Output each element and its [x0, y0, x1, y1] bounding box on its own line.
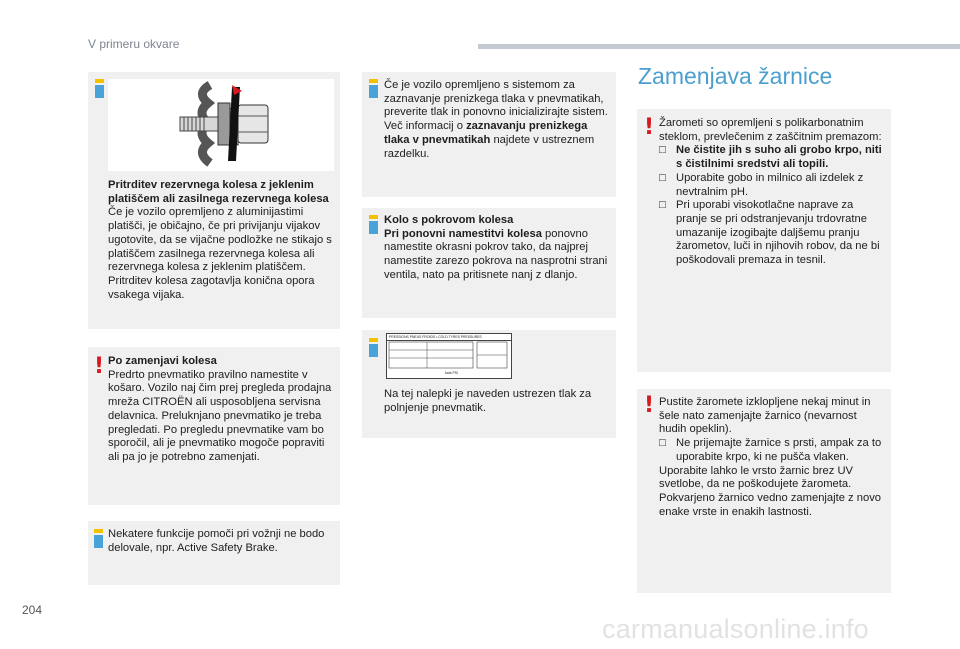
wheel-trim-text [384, 214, 609, 283]
wheel-trim-heading: Kolo s pokrovom kolesa [384, 214, 514, 226]
wheel-fitting-heading: Pritrditev rezervnega kolesa z jeklenim platiščem ali zasilnega rezervnega kolesa [108, 179, 329, 205]
driving-aids-text: Nekatere funkcije pomoči pri vožnji ne bodo delovale, npr. Active Safety Brake. [108, 528, 325, 554]
tyre-pressure-text-before: Če je vozilo opremljeno s sistemom za zaznavanje prenizkega tlaka v pnevmatikah, preverite tlak in ponovno inicializirajte sistem. Več informacij o [384, 79, 608, 133]
list-item-text: Uporabite gobo in milnico ali izdelek z nevtralnim pH. [676, 171, 864, 198]
headlamp-care-list [659, 144, 885, 267]
tyre-pressure-text-after: najdete v ustreznem razdelku. [384, 133, 595, 160]
after-wheel-change-heading: Po zamenjavi kolesa [108, 355, 217, 367]
list-item [659, 437, 887, 464]
tyre-pressure-detection-text [384, 79, 609, 161]
list-item-text: Ne prijemajte žarnice s prsti, ampak za to uporabite krpo, ki ne pušča vlaken. [676, 437, 882, 463]
bulb-change-list [659, 437, 887, 464]
list-item [659, 199, 885, 268]
wheel-trim-body: ponovno namestite okrasni pokrov tako, da najprej namestite zarezo pokrova na nasprotni strani ventila, nato pa pritisnete nanj z dlanjo. [384, 227, 608, 281]
bulb-change-text [659, 396, 887, 519]
wheel-fitting-body: Če je vozilo opremljeno z aluminijastimi platišči, je običajno, če pri privijanju vijakov ugotovite, da se vijačne podložke ne stikajo s platiščem zasilnega rezervnega kolesa ali rezervnega kolesa z jeklenim platiščem. Pritrditev kolesa zagotavlja konična opora vsakega vijaka. [108, 206, 332, 301]
page-title: Zamenjava žarnice [638, 63, 833, 89]
after-wheel-change-text [108, 355, 333, 465]
headlamp-care-text [659, 117, 885, 268]
tyre-label-header: PRESSIONS PNEUS FROIDS • COLD TYRES PRESSURES [387, 334, 511, 341]
after-wheel-change-body: Predrto pnevmatiko pravilno namestite v košaro. Vozilo naj čim prej pregleda prodajna mreža CITROËN ali usposobljena servisna delavnica. Preluknjano pnevmatiko je treba pregledati. Po pregledu pnevmatike vam bo sporočil, ali je pnevmatiko mogoče popraviti ali pa jo je potrebno zamenjati. [108, 368, 332, 463]
section-header-title: V primeru okvare [88, 37, 180, 51]
tyre-label-text: Na tej nalepki je naveden ustrezen tlak za polnjenje pnevmatik. [384, 388, 592, 414]
warning-icon: ! [94, 354, 105, 379]
warning-icon: ! [644, 393, 655, 418]
warning-icon: ! [644, 115, 655, 140]
bulb-change-p2: Uporabite lahko le vrsto žarnic brez UV svetlobe, da ne poškodujete žarometa. Pokvarjeno žarnico vedno zamenjajte z novo enake vrste in enakih lastnosti. [659, 464, 882, 518]
info-icon [94, 529, 103, 548]
info-icon [369, 79, 378, 98]
watermark: carmanualsonline.info [602, 614, 869, 644]
wheel-fitting-text [108, 179, 336, 302]
tyre-pressure-link-text: zaznavanju prenizkega tlaka v pnevmatikah [384, 120, 588, 146]
info-icon [95, 79, 104, 98]
check-box-icon: □ [659, 437, 666, 450]
tyre-pressure-label [386, 333, 512, 379]
headlamp-care-intro: Žarometi so opremljeni s polikarbonatnim steklom, prevlečenim z zaščitnim premazom: [659, 117, 882, 143]
list-item [659, 172, 885, 199]
info-icon [369, 338, 378, 357]
info-icon [369, 215, 378, 234]
list-item [659, 144, 885, 171]
wheel-trim-subheading: Pri ponovni namestitvi kolesa [384, 227, 542, 240]
wheel-bolt-illustration [108, 79, 334, 171]
list-item-text: Pri uporabi visokotlačne naprave za pranje se pri odstranjevanju trdovratne umazanije izogibajte daljšemu pranju žarometov, luči in njihovih robov, da ne bi poškodovali premaza in tesnil. [676, 199, 880, 267]
list-item-text: Ne čistite jih s suho ali grobo krpo, niti s čistilnimi sredstvi ali topili. [676, 144, 882, 171]
check-box-icon: □ [659, 171, 666, 184]
check-box-icon: □ [659, 199, 666, 212]
page-number: 204 [22, 603, 43, 617]
header-rule [478, 44, 960, 49]
tyre-label-footer: bars PSI [445, 371, 459, 375]
check-box-icon: □ [659, 144, 666, 157]
bulb-change-p1: Pustite žaromete izklopljene nekaj minut in šele nato zamenjajte žarnico (nevarnost hudih opeklin). [659, 396, 871, 436]
